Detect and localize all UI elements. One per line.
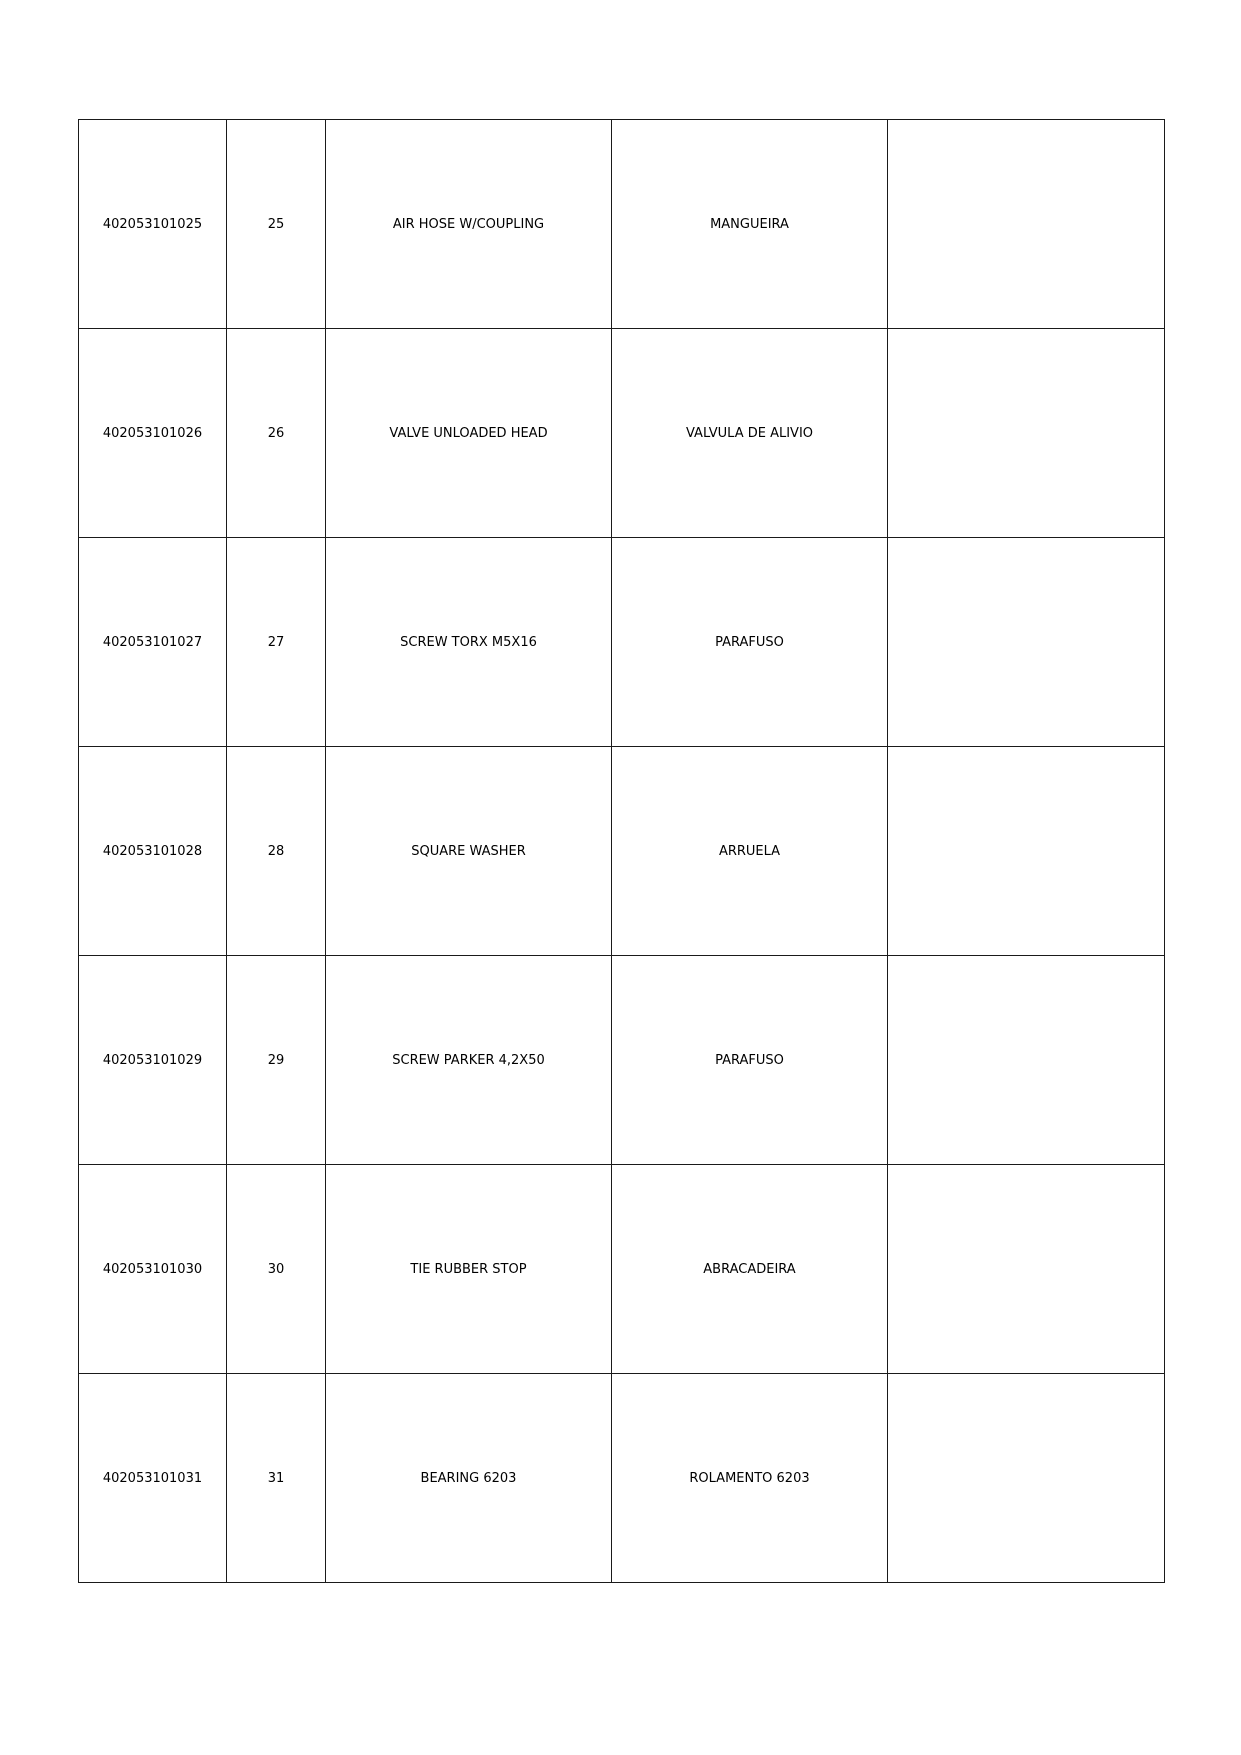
item-number-cell: 25	[227, 120, 326, 329]
part-code-cell: 402053101025	[79, 120, 227, 329]
description-en-cell: AIR HOSE W/COUPLING	[326, 120, 612, 329]
item-number-cell: 31	[227, 1374, 326, 1583]
description-pt-cell: PARAFUSO	[612, 538, 888, 747]
item-number-cell: 27	[227, 538, 326, 747]
notes-cell	[888, 747, 1165, 956]
description-en-cell: SCREW TORX M5X16	[326, 538, 612, 747]
notes-cell	[888, 1374, 1165, 1583]
table-row	[79, 120, 1165, 329]
description-en-cell: SCREW PARKER 4,2X50	[326, 956, 612, 1165]
table-row	[79, 1374, 1165, 1583]
description-pt-cell: VALVULA DE ALIVIO	[612, 329, 888, 538]
notes-cell	[888, 956, 1165, 1165]
item-number-cell: 29	[227, 956, 326, 1165]
notes-cell	[888, 329, 1165, 538]
item-number-cell: 28	[227, 747, 326, 956]
notes-cell	[888, 538, 1165, 747]
part-code-cell: 402053101029	[79, 956, 227, 1165]
table-row	[79, 1165, 1165, 1374]
description-pt-cell: ROLAMENTO 6203	[612, 1374, 888, 1583]
description-en-cell: BEARING 6203	[326, 1374, 612, 1583]
part-code-cell: 402053101027	[79, 538, 227, 747]
part-code-cell: 402053101030	[79, 1165, 227, 1374]
description-pt-cell: MANGUEIRA	[612, 120, 888, 329]
item-number-cell: 26	[227, 329, 326, 538]
part-code-cell: 402053101028	[79, 747, 227, 956]
description-pt-cell: ARRUELA	[612, 747, 888, 956]
description-en-cell: VALVE UNLOADED HEAD	[326, 329, 612, 538]
description-pt-cell: PARAFUSO	[612, 956, 888, 1165]
table-row	[79, 538, 1165, 747]
table-row	[79, 747, 1165, 956]
description-en-cell: TIE RUBBER STOP	[326, 1165, 612, 1374]
parts-table	[78, 119, 1165, 1583]
notes-cell	[888, 1165, 1165, 1374]
table-row	[79, 956, 1165, 1165]
table-row	[79, 329, 1165, 538]
description-en-cell: SQUARE WASHER	[326, 747, 612, 956]
notes-cell	[888, 120, 1165, 329]
part-code-cell: 402053101026	[79, 329, 227, 538]
description-pt-cell: ABRACADEIRA	[612, 1165, 888, 1374]
item-number-cell: 30	[227, 1165, 326, 1374]
part-code-cell: 402053101031	[79, 1374, 227, 1583]
